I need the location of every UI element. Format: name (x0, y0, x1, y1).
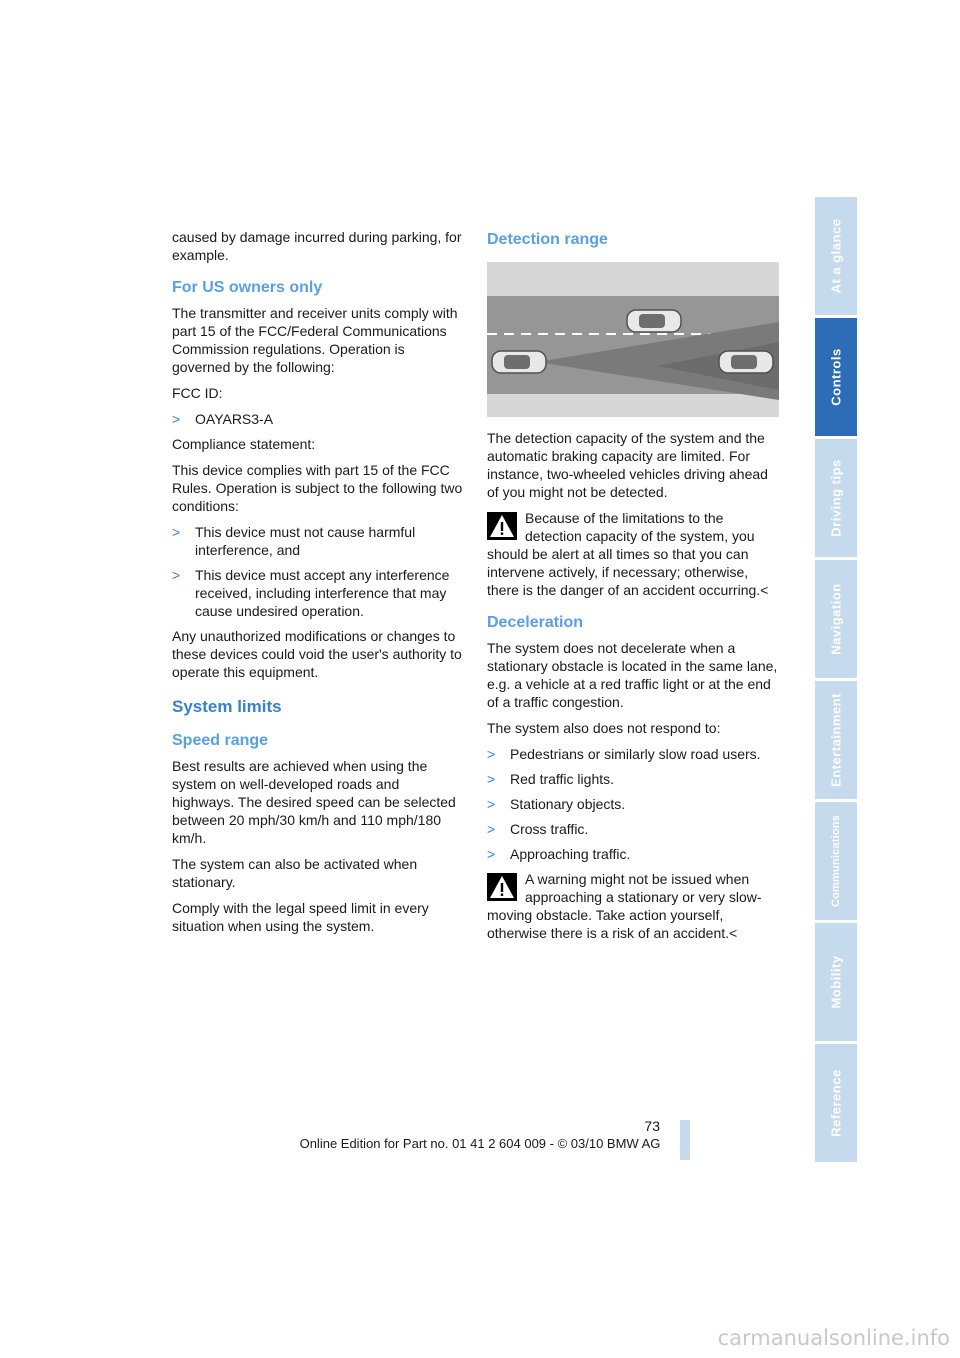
deceleration-text-2: The system also does not respond to: (487, 720, 721, 736)
condition-text: This device must not cause harmful interference, and (195, 524, 416, 558)
bullet-marker: > (172, 524, 181, 540)
no-response-item (487, 795, 779, 813)
speed-range-heading: Speed range (172, 732, 269, 749)
no-response-text: Cross traffic. (510, 821, 589, 837)
tab-label: Navigation (828, 583, 844, 655)
detection-warning (487, 509, 779, 599)
fcc-id-item (172, 410, 464, 428)
modifications-text: Any unauthorized modifications or changes to these devices could void the user's authority to operate this equipment. (172, 628, 462, 680)
condition-item (172, 523, 464, 559)
warning-triangle-icon (487, 512, 517, 540)
tab-label: Entertainment (828, 693, 844, 787)
left-column (172, 228, 464, 943)
no-response-item (487, 845, 779, 863)
us-owners-text: The transmitter and receiver units comply with part 15 of the FCC/Federal Communications Commission regulations. Operation is governed by the following: (172, 305, 458, 375)
no-response-text: Red traffic lights. (510, 771, 615, 787)
bullet-marker: > (487, 846, 496, 862)
speed-range-text-1: Best results are achieved when using the system on well-developed roads and highways. The desired speed can be selected between 20 mph/30 km/h and 110 mph/180 km/h. (172, 758, 456, 846)
deceleration-warning (487, 870, 779, 942)
compliance-text: This device complies with part 15 of the FCC Rules. Operation is subject to the following two conditions: (172, 462, 463, 514)
bullet-marker: > (487, 796, 496, 812)
no-response-item (487, 820, 779, 838)
condition-item (172, 566, 464, 620)
car-icon (492, 351, 546, 373)
no-response-text: Pedestrians or similarly slow road users. (510, 746, 761, 762)
end-mark: < (729, 925, 738, 941)
system-limits-heading: System limits (172, 697, 282, 716)
fcc-id-value: OAYARS3-A (195, 411, 274, 427)
fcc-id-label: FCC ID: (172, 385, 223, 401)
detection-range-illustration (487, 262, 779, 417)
detection-text: The detection capacity of the system and the automatic braking capacity are limited. For instance, two-wheeled vehicles driving ahead of you might not be detected. (487, 430, 768, 500)
bullet-marker: > (487, 771, 496, 787)
car-icon (627, 310, 681, 332)
bullet-marker: > (172, 567, 181, 583)
no-response-item (487, 745, 779, 763)
warning-triangle-icon (487, 873, 517, 901)
intro-text: caused by damage incurred during parking, for example. (172, 229, 462, 263)
tab-label: Reference (828, 1069, 844, 1137)
tab-mobility[interactable] (815, 923, 857, 1041)
tab-label: Communications (830, 814, 842, 908)
right-column (487, 228, 779, 950)
tab-label: At a glance (828, 218, 844, 294)
no-response-item (487, 770, 779, 788)
tab-entertainment[interactable] (815, 681, 857, 799)
tab-controls[interactable] (815, 318, 857, 436)
bullet-marker: > (487, 821, 496, 837)
detection-range-heading: Detection range (487, 231, 608, 248)
compliance-label: Compliance statement: (172, 436, 316, 452)
no-response-text: Approaching traffic. (510, 846, 631, 862)
no-response-text: Stationary objects. (510, 796, 626, 812)
tab-communications[interactable] (815, 802, 857, 920)
page-number: 73 (644, 1118, 660, 1134)
tab-navigation[interactable] (815, 560, 857, 678)
detection-warning-text: Because of the limitations to the detection capacity of the system, you should be alert at all times so that you can intervene actively, if necessary; otherwise, there is the danger of an accident occurring. (487, 510, 761, 598)
tab-driving-tips[interactable] (815, 439, 857, 557)
speed-range-text-2: The system can also be activated when stationary. (172, 856, 418, 890)
bullet-marker: > (172, 411, 181, 427)
condition-text: This device must accept any interference received, including interference that may cause undesired operation. (195, 567, 450, 619)
us-owners-heading: For US owners only (172, 279, 323, 296)
side-index-tabs (815, 197, 857, 1165)
car-icon (719, 351, 773, 373)
speed-range-text-3: Comply with the legal speed limit in every situation when using the system. (172, 900, 429, 934)
deceleration-text-1: The system does not decelerate when a stationary obstacle is located in the same lane, e.g. a vehicle at a red traffic light or at the end of a traffic congestion. (487, 640, 778, 710)
deceleration-warning-text: A warning might not be issued when approaching a stationary or very slow-moving obstacle. Take action yourself, otherwise there is a risk of an accident. (487, 871, 762, 941)
deceleration-heading: Deceleration (487, 614, 584, 631)
bullet-marker: > (487, 746, 496, 762)
tab-at-a-glance[interactable] (815, 197, 857, 315)
footer-text: Online Edition for Part no. 01 41 2 604 009 - © 03/10 BMW AG (299, 1136, 661, 1151)
watermark: carmanualsonline.info (717, 1326, 950, 1350)
tab-label: Mobility (828, 955, 844, 1009)
tab-label: Driving tips (828, 459, 844, 537)
end-mark: < (760, 582, 769, 598)
tab-label: Controls (828, 348, 844, 406)
